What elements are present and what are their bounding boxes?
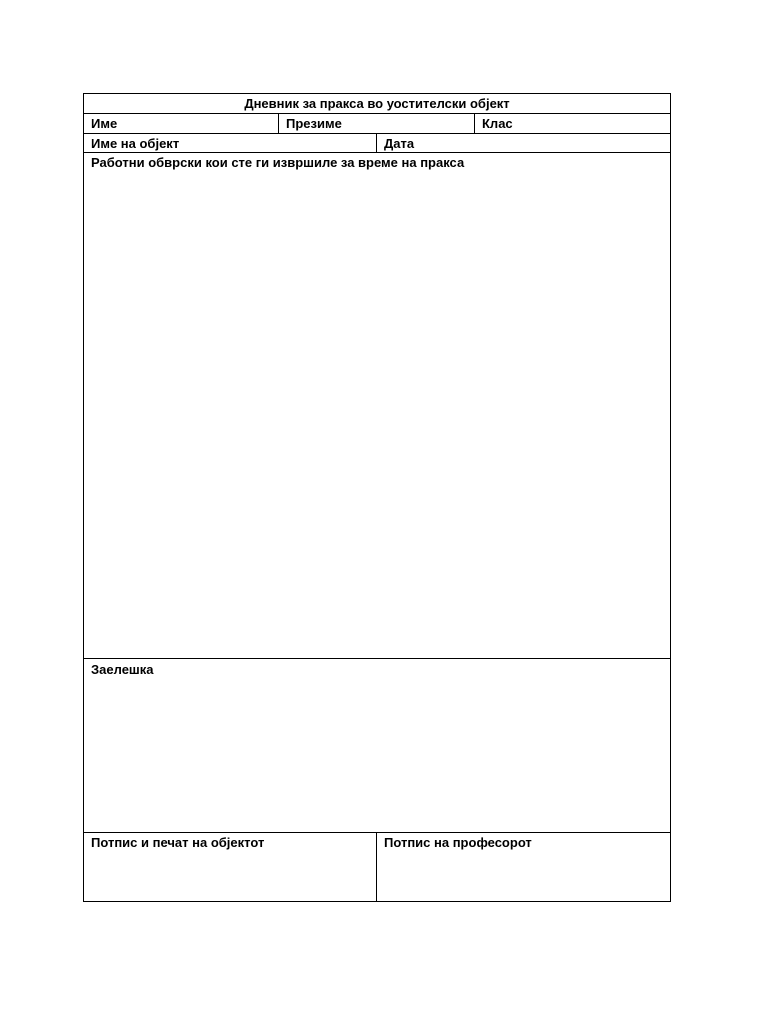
- class-label: Клас: [482, 116, 513, 131]
- surname-label: Презиме: [286, 116, 342, 131]
- object-signature-label: Потпис и печат на објектот: [91, 835, 265, 850]
- object-date-row: [84, 134, 670, 153]
- duties-field[interactable]: [84, 153, 670, 658]
- remark-field[interactable]: [84, 659, 670, 832]
- signatures-row: [84, 833, 670, 901]
- professor-signature-field[interactable]: [377, 833, 670, 901]
- date-field[interactable]: [377, 134, 670, 152]
- object-name-label: Име на објект: [91, 136, 180, 151]
- date-label: Дата: [384, 136, 415, 151]
- name-field[interactable]: [84, 114, 279, 133]
- form-title: Дневник за пракса во уостителски објект: [244, 96, 510, 111]
- name-label: Име: [91, 116, 118, 131]
- class-field[interactable]: [475, 114, 670, 133]
- object-name-field[interactable]: [84, 134, 377, 152]
- remark-label: Заелешка: [91, 662, 154, 677]
- remark-section: [84, 659, 670, 833]
- object-signature-field[interactable]: [84, 833, 377, 901]
- surname-field[interactable]: [279, 114, 475, 133]
- duties-label: Работни обврски кои сте ги извршиле за време на пракса: [91, 155, 465, 170]
- form-title-row: [84, 94, 670, 114]
- professor-signature-label: Потпис на професорот: [384, 835, 532, 850]
- duties-section: [84, 153, 670, 659]
- practice-diary-form: [83, 93, 671, 902]
- student-info-row: [84, 114, 670, 134]
